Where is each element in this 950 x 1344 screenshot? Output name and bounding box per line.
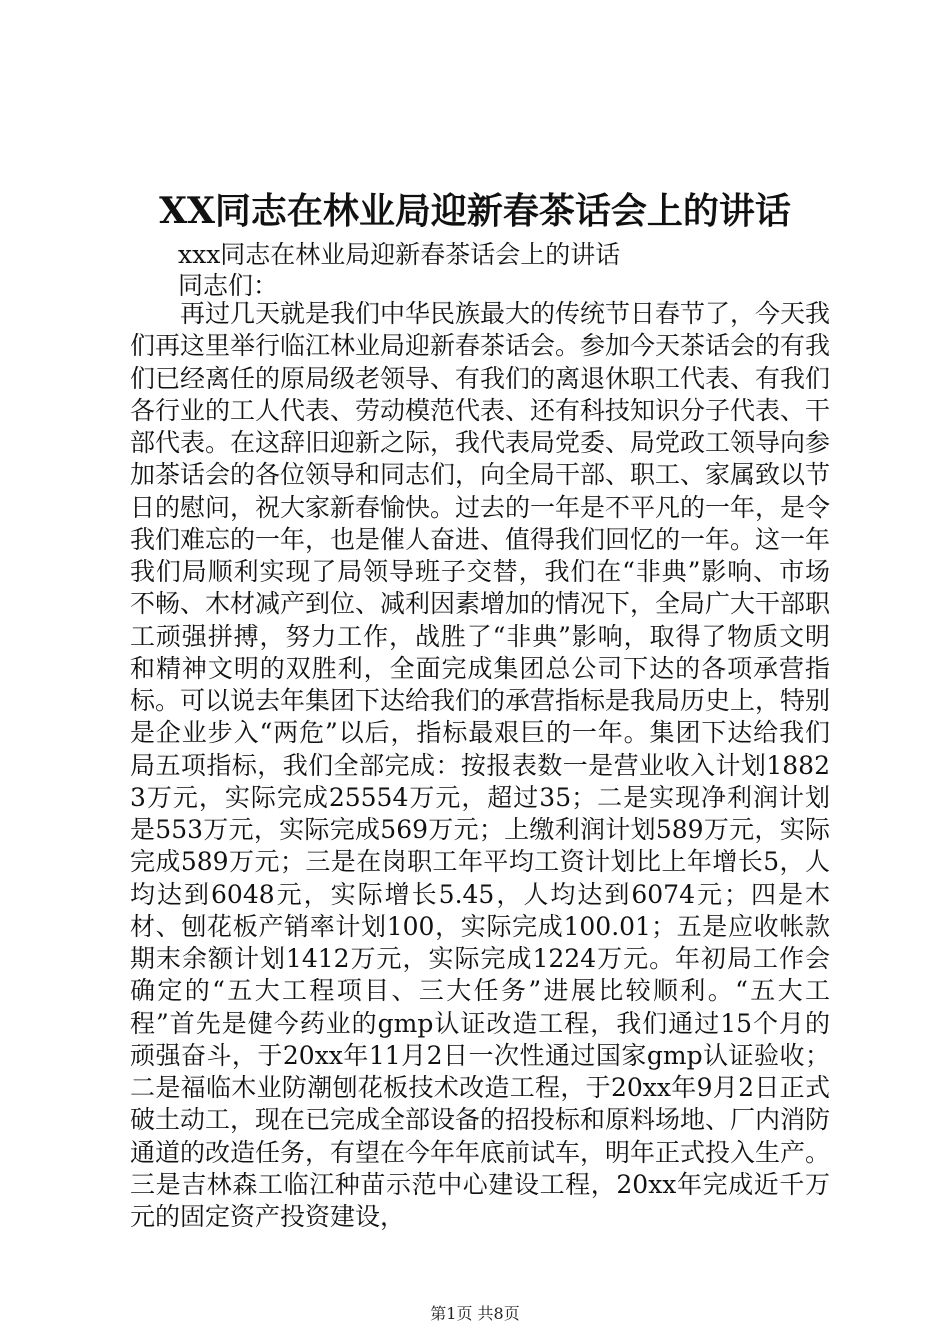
body-paragraph: 再过几天就是我们中华民族最大的传统节日春节了，今天我们再这里举行临江林业局迎新春茶话会。参加今天茶话会的有我们已经离任的原局级老领导、有我们的离退休职工代表、有我们各行业的工人代表、劳动模范代表、还有科技知识分子代表、干部代表。在这辞旧迎新之际，我代表局党委、局党政工领导向参加茶话会的各位领导和同志们，向全局干部、职工、家属致以节日的慰问，祝大家新春愉快。过去的一年是不平凡的一年，是令我们难忘的一年，也是催人奋进、值得我们回忆的一年。这一年我们局顺利实现了局领导班子交替，我们在“非典”影响、市场不畅、木材减产到位、减利因素增加的情况下，全局广大干部职工顽强拼搏，努力工作，战胜了“非典”影响，取得了物质文明和精神文明的双胜利，全面完成集团总公司下达的各项承营指标。可以说去年集团下达给我们的承营指标是我局历史上，特别是企业步入“两危”以后，指标最艰巨的一年。集团下达给我们局五项指标，我们全部完成：按报表数一是营业收入计划18823万元，实际完成25554万元，超过35；二是实现净利润计划是553万元，实际完成569万元；上缴利润计划589万元，实际完成589万元；三是在岗职工年平均工资计划比上年增长5，人均达到6048元，实际增长5.45，人均达到6074元；四是木材、刨花板产销率计划100，实际完成100.01；五是应收帐款期末余额计划1412万元，实际完成1224万元。年初局工作会确定的“五大工程项目、三大任务”进展比较顺利。“五大工程”首先是健今药业的gmp认证改造工程，我们通过15个月的顽强奋斗，于20xx年11月2日一次性通过国家gmp认证验收；二是福临木业防潮刨花板技术改造工程，于20xx年9月2日正式破土动工，现在已完成全部设备的招投标和原料场地、厂内消防通道的改造任务，有望在今年年底前试车，明年正式投入生产。三是吉林森工临江种苗示范中心建设工程，20xx年完成近千万元的固定资产投资建设， [130,299,831,1231]
page-number-footer: 第1页 共8页 [430,1304,520,1323]
document-subtitle: xxx同志在林业局迎新春茶话会上的讲话 [178,240,621,269]
document-title: XX同志在林业局迎新春茶话会上的讲话 [159,190,791,232]
salutation: 同志们： [178,271,279,300]
